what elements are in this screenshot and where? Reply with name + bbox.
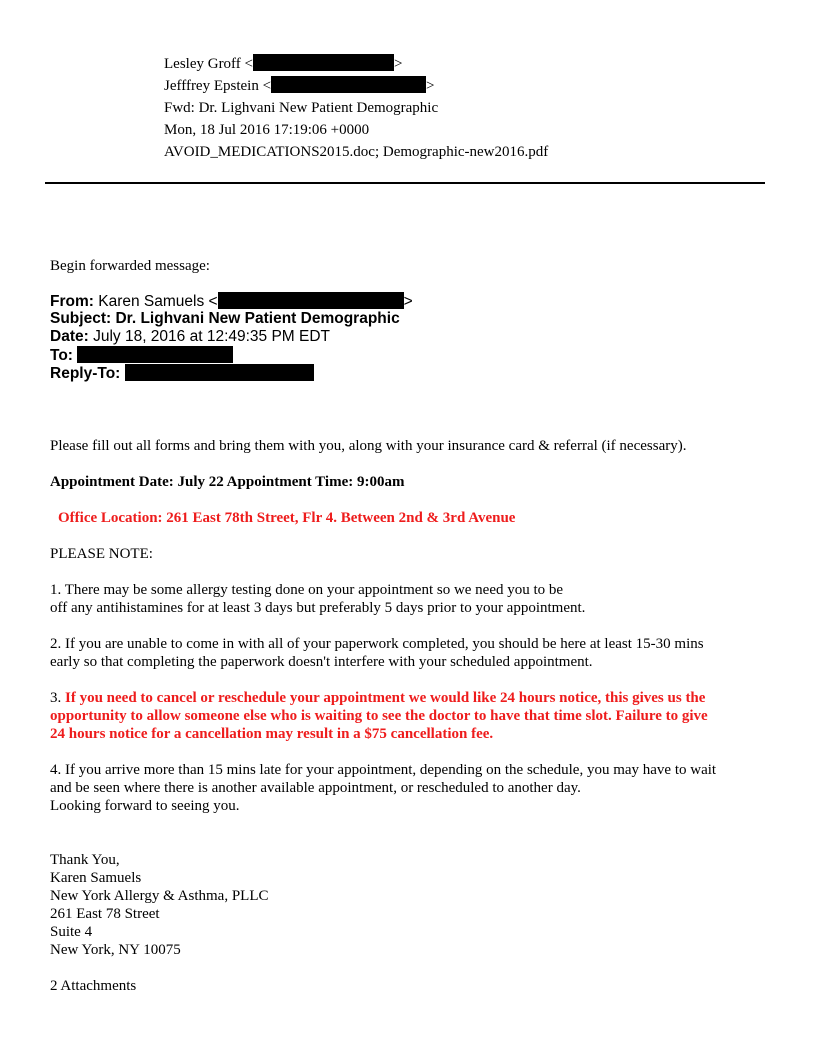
- from-close-bracket: >: [394, 56, 403, 72]
- redacted-email-block: [77, 346, 233, 363]
- from-value: [164, 54, 402, 74]
- fw-date-row: [50, 328, 330, 346]
- appointment-details: Appointment Date: July 22 Appointment Time: 9:00am: [50, 474, 405, 490]
- note-2: [50, 635, 770, 671]
- note-4: [50, 761, 770, 815]
- redacted-email-block: [253, 54, 394, 71]
- redacted-email-block: [125, 364, 314, 381]
- signature-thanks: Thank You,: [50, 852, 120, 868]
- note-3-line-2: opportunity to allow someone else who is waiting to see the doctor to have that time slot. Failure to give: [50, 708, 708, 724]
- attachments-value: AVOID_MEDICATIONS2015.doc; Demographic-new2016.pdf: [164, 144, 549, 160]
- looking-forward: Looking forward to seeing you.: [50, 798, 240, 814]
- header-divider: [45, 182, 765, 184]
- fw-to-label: To:: [50, 347, 73, 364]
- signature: [50, 851, 770, 959]
- to-close-bracket: >: [426, 78, 435, 94]
- signature-street: 261 East 78 Street: [50, 906, 160, 922]
- fw-to-row: [50, 346, 233, 364]
- redacted-email-block: [271, 76, 426, 93]
- fw-reply-to-row: [50, 364, 314, 382]
- fw-date-label: Date:: [50, 328, 89, 345]
- fw-from-label: From:: [50, 293, 94, 310]
- office-location: Office Location: 261 East 78th Street, Flr 4. Between 2nd & 3rd Avenue: [58, 510, 516, 526]
- note-1-line-1: 1. There may be some allergy testing done on your appointment so we need you to be: [50, 582, 564, 598]
- note-4-line-1: 4. If you arrive more than 15 mins late for your appointment, depending on the schedule, you may have to wait: [50, 762, 717, 778]
- fw-date-value: July 18, 2016 at 12:49:35 PM EDT: [93, 328, 331, 345]
- fw-subject-value: Dr. Lighvani New Patient Demographic: [115, 310, 400, 327]
- body-intro: Please fill out all forms and bring them with you, along with your insurance card & referral (if necessary).: [50, 438, 687, 454]
- date-value: Mon, 18 Jul 2016 17:19:06 +0000: [164, 122, 370, 138]
- redacted-email-block: [218, 292, 404, 309]
- forwarded-intro: Begin forwarded message:: [50, 258, 210, 274]
- note-1-line-2: off any antihistamines for at least 3 days but preferably 5 days prior to your appointment.: [50, 600, 586, 616]
- note-3-line-1: [50, 689, 770, 707]
- note-3-text-1: If you need to cancel or reschedule your appointment we would like 24 hours notice, this gives us the: [65, 690, 706, 706]
- fw-from-value: Karen Samuels <: [98, 293, 218, 310]
- from-name: Lesley Groff <: [164, 56, 253, 72]
- fw-from-close-bracket: >: [403, 293, 413, 310]
- subject-value: Fwd: Dr. Lighvani New Patient Demographic: [164, 100, 439, 116]
- note-1: [50, 581, 770, 617]
- note-3-number: 3.: [50, 690, 65, 706]
- signature-name: Karen Samuels: [50, 870, 142, 886]
- signature-company: New York Allergy & Asthma, PLLC: [50, 888, 269, 904]
- note-2-line-1: 2. If you are unable to come in with all of your paperwork completed, you should be here at least 15-30 mins: [50, 636, 704, 652]
- signature-suite: Suite 4: [50, 924, 93, 940]
- fw-subject-row: [50, 310, 400, 328]
- note-4-line-2: and be seen where there is another available appointment, or rescheduled to another day.: [50, 780, 581, 796]
- note-3-line-3: 24 hours notice for a cancellation may result in a $75 cancellation fee.: [50, 726, 494, 742]
- note-2-line-2: early so that completing the paperwork doesn't interfere with your scheduled appointment.: [50, 654, 593, 670]
- fw-reply-to-label: Reply-To:: [50, 365, 121, 382]
- to-name: Jefffrey Epstein <: [164, 78, 272, 94]
- fw-subject-label: Subject:: [50, 310, 112, 327]
- fw-from-row: [50, 292, 413, 310]
- signature-city: New York, NY 10075: [50, 942, 181, 958]
- please-note-heading: PLEASE NOTE:: [50, 546, 153, 562]
- note-3: [50, 689, 770, 743]
- to-value: [164, 76, 435, 96]
- attachments-count: 2 Attachments: [50, 978, 137, 994]
